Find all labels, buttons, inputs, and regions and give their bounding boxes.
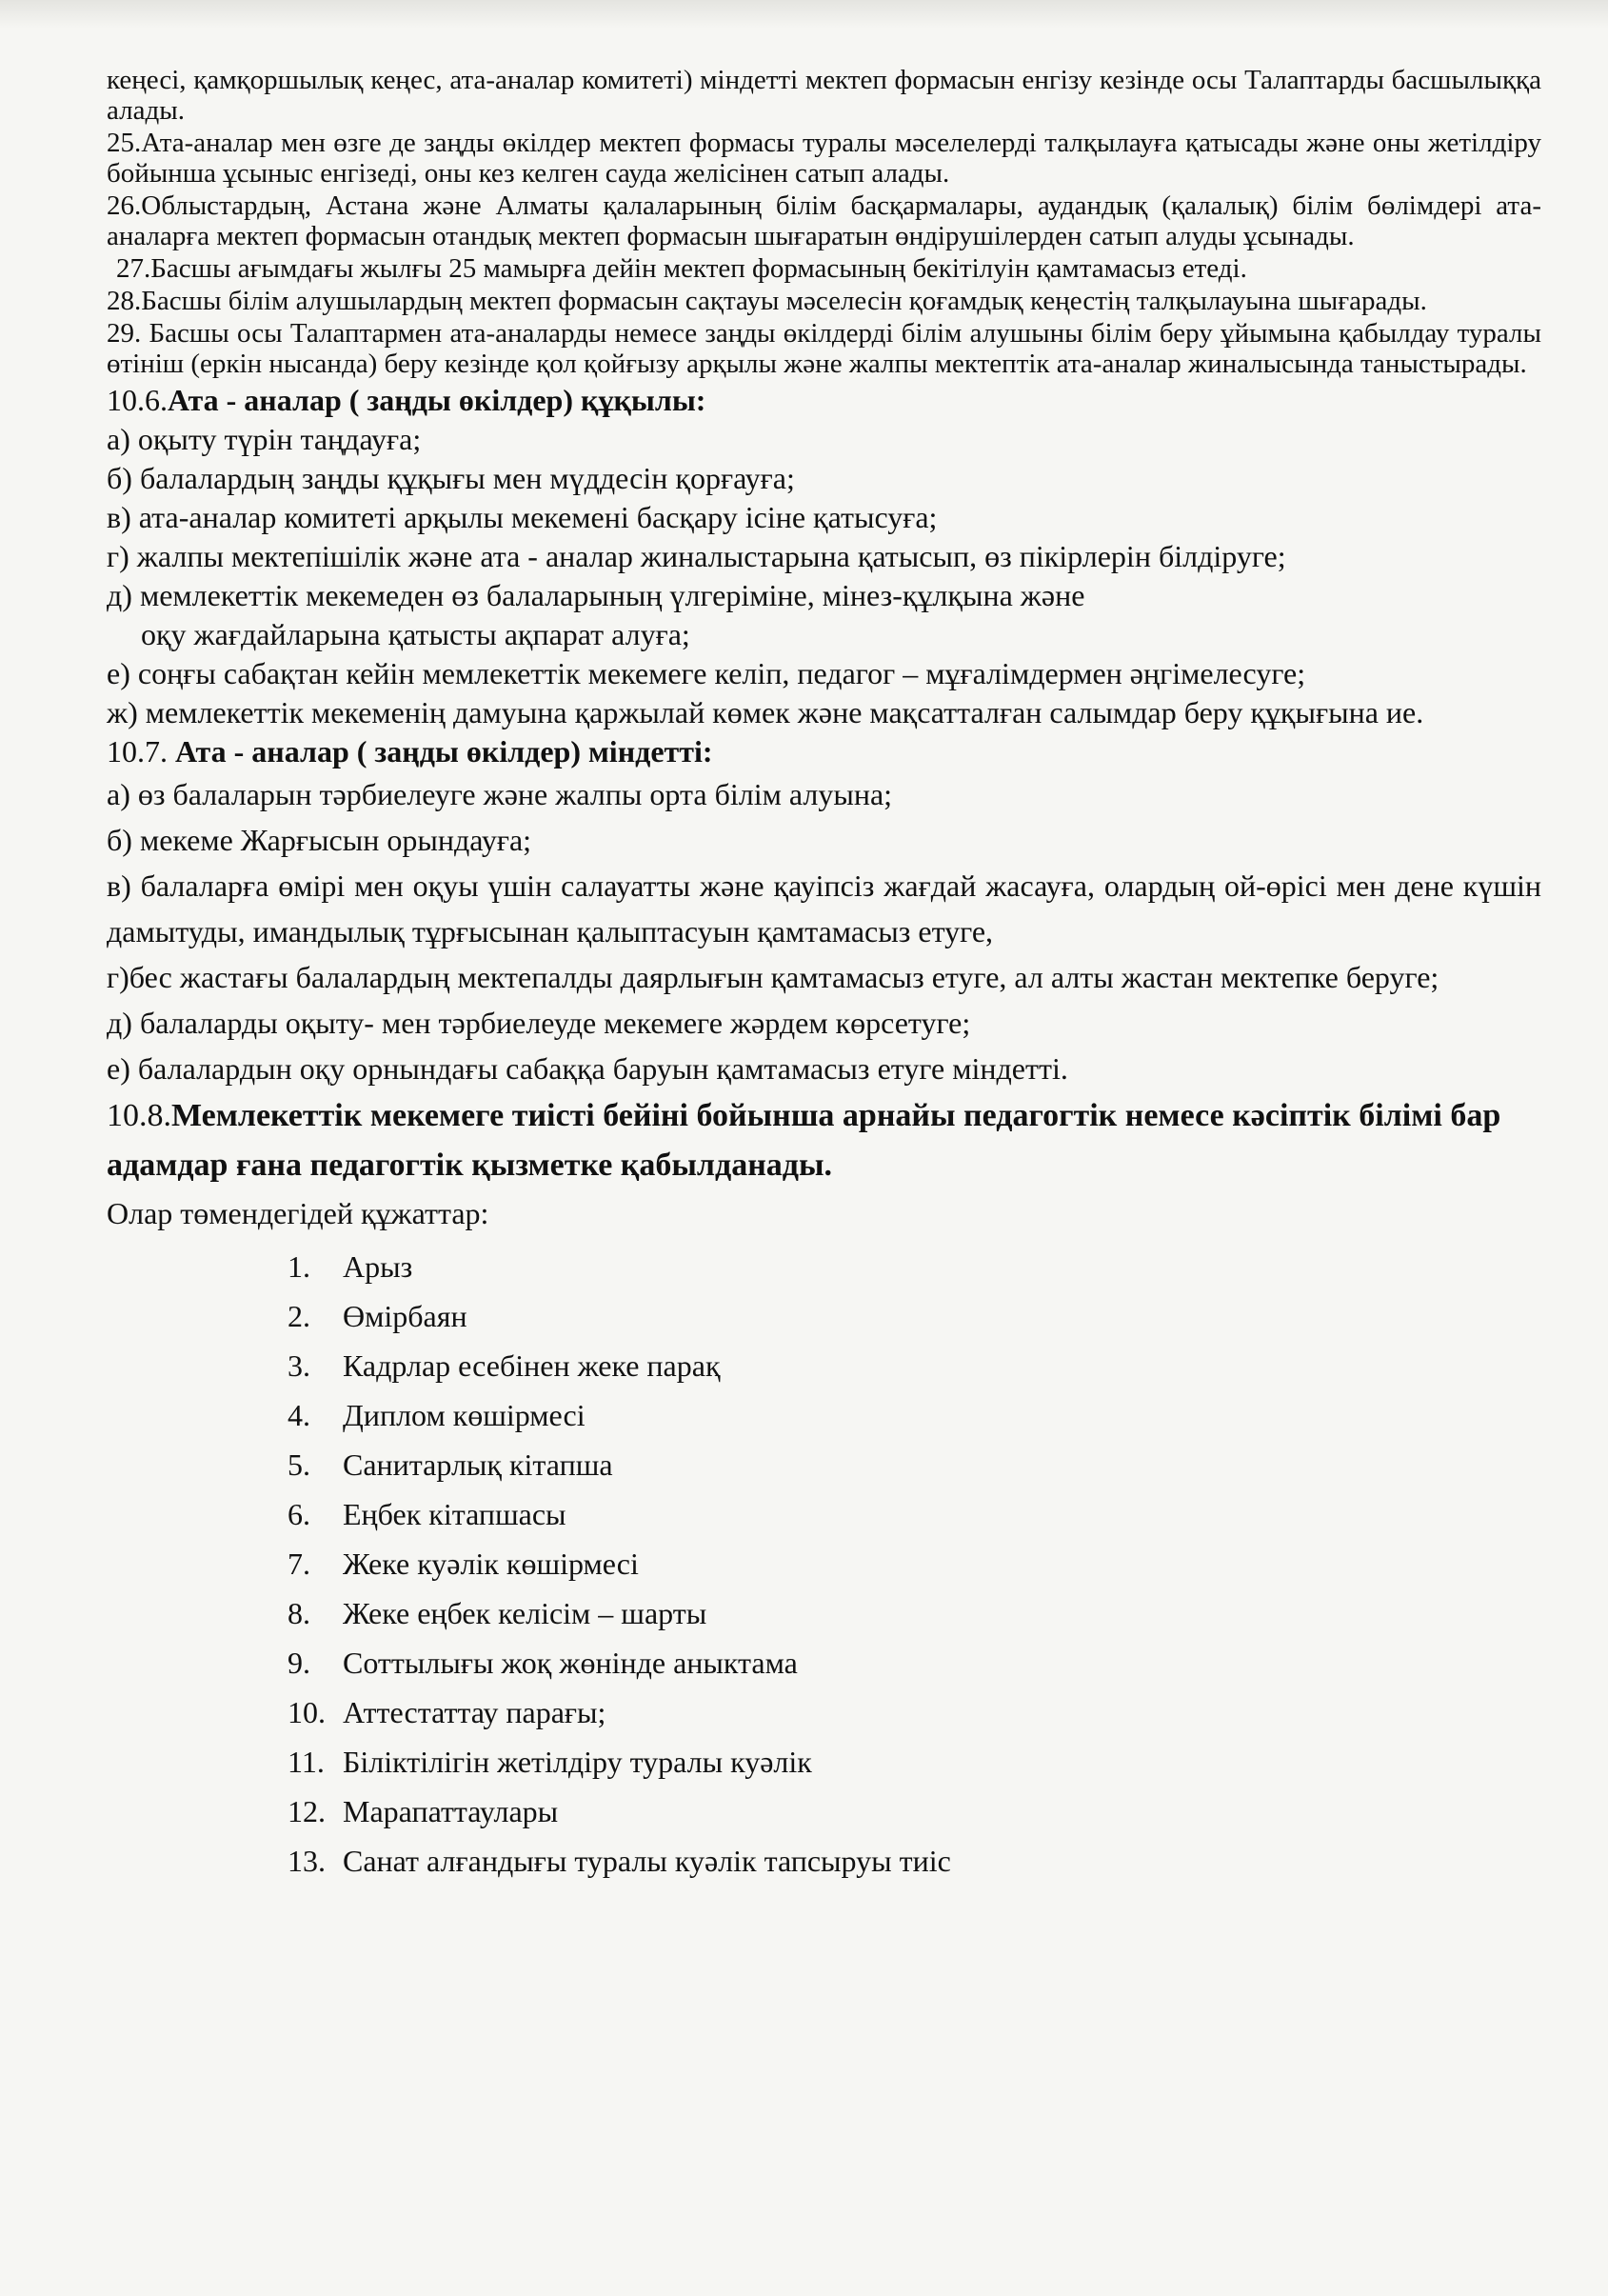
- list-item: [288, 1341, 1541, 1390]
- list-text: Соттылығы жоқ жөнінде аныктама: [343, 1646, 798, 1680]
- list-item: [288, 1539, 1541, 1588]
- rights-item: е) соңғы сабақтан кейін мемлекеттік мекемеге келіп, педагог – мұғалімдермен әңгімелесуге;: [107, 656, 1306, 690]
- duties-list: [107, 771, 1541, 1091]
- list-item: [288, 1836, 1541, 1886]
- list-number: 11.: [288, 1745, 325, 1779]
- paragraph-27: 27.Басшы ағымдағы жылғы 25 мамырға дейін мектеп формасының бекітілуін қамтамасыз етеді.: [116, 253, 1247, 284]
- duties-item: а) өз балаларын тәрбиелеуге және жалпы орта білім алуына;: [107, 777, 893, 811]
- rights-item: ж) мемлекеттік мекеменің дамуына қаржылай көмек және мақсатталған салымдар беру құқығына ие.: [107, 695, 1424, 729]
- employment-heading: [107, 1091, 1541, 1190]
- rights-number: 10.6.: [107, 383, 168, 417]
- rights-item: в) ата-аналар комитеті арқылы мекемені басқару ісіне қатысуға;: [107, 500, 938, 534]
- list-number: 10.: [288, 1695, 326, 1729]
- list-item: [288, 1737, 1541, 1787]
- top-paragraphs: [107, 65, 1541, 379]
- list-item: [288, 1638, 1541, 1687]
- list-number: 5.: [288, 1447, 310, 1482]
- list-number: 9.: [288, 1646, 310, 1680]
- list-text: Біліктілігін жетілдіру туралы куәлік: [343, 1745, 812, 1779]
- list-item: [288, 1489, 1541, 1539]
- paragraph-29: 29. Басшы осы Талаптармен ата-аналарды немесе заңды өкілдерді білім алушыны білім беру ұйымына қабылдау туралы өтініш (еркін нысанда) беру кезінде қол қойғызу арқылы және жалпы мектептік ата-аналар жиналысында таныстырады.: [107, 318, 1541, 379]
- list-text: Жеке куәлік көшірмесі: [343, 1547, 639, 1581]
- list-number: 13.: [288, 1844, 326, 1878]
- list-item: [288, 1390, 1541, 1440]
- list-number: 2.: [288, 1299, 310, 1333]
- list-text: Өмірбаян: [343, 1299, 467, 1333]
- list-text: Санат алғандығы туралы куәлік тапсыруы тиіс: [343, 1844, 951, 1878]
- duties-item: в) балаларға өмірі мен оқуы үшін салауатты және қауіпсіз жағдай жасауға, олардың ой-өрісі мен дене күшін дамытуды, имандылық тұрғысынан қалыптасуын қамтамасыз етуге,: [107, 868, 1541, 948]
- list-item: [288, 1242, 1541, 1291]
- rights-item: д) мемлекеттік мекемеден өз балаларының үлгеріміне, мінез-құлқына және: [107, 578, 1085, 612]
- list-text: Диплом көшірмесі: [343, 1398, 586, 1432]
- list-number: 4.: [288, 1398, 310, 1432]
- list-number: 6.: [288, 1497, 310, 1531]
- list-text: Марапаттаулары: [343, 1794, 559, 1828]
- scan-shadow: [0, 0, 1608, 29]
- list-item: [288, 1687, 1541, 1737]
- paragraph-28: 28.Басшы білім алушылардың мектеп формасын сақтауы мәселесін қоғамдық кеңестің талқылауына шығарады.: [107, 286, 1427, 316]
- list-item: [288, 1291, 1541, 1341]
- rights-heading: [107, 381, 1541, 420]
- list-item: [288, 1787, 1541, 1836]
- rights-list: [107, 420, 1541, 732]
- duties-item: д) балаларды оқыту- мен тәрбиелеуде мекемеге жәрдем көрсетуге;: [107, 1006, 971, 1040]
- list-number: 3.: [288, 1348, 310, 1383]
- rights-item: а) оқыту түрін таңдауға;: [107, 422, 422, 456]
- list-text: Арыз: [343, 1249, 413, 1284]
- documents-intro: Олар төмендегідей құжаттар:: [107, 1196, 489, 1230]
- paragraph-25: 25.Ата-аналар мен өзге де заңды өкілдер мектеп формасы туралы мәселелерді талқылауға қатысады және оны жетілдіру бойынша ұсыныс енгізеді, оны кез келген сауда желісінен сатып алады.: [107, 128, 1541, 189]
- documents-list: [107, 1242, 1541, 1886]
- duties-item: б) мекеме Жарғысын орындауға;: [107, 823, 532, 857]
- list-text: Жеке еңбек келісім – шарты: [343, 1596, 707, 1630]
- list-number: 12.: [288, 1794, 326, 1828]
- rights-item: г) жалпы мектепішілік және ата - аналар жиналыстарына қатысып, өз пікірлерін білдіруге;: [107, 539, 1286, 573]
- list-number: 7.: [288, 1547, 310, 1581]
- list-number: 8.: [288, 1596, 310, 1630]
- list-text: Аттестаттау парағы;: [343, 1695, 606, 1729]
- rights-item-continuation: оқу жағдайларына қатысты ақпарат алуға;: [141, 617, 690, 651]
- list-text: Кадрлар есебінен жеке парақ: [343, 1348, 721, 1383]
- duties-heading: [107, 732, 1541, 771]
- paragraph-26: 26.Облыстардың, Астана және Алматы қалаларының білім басқармалары, аудандық (қалалық) білім бөлімдері ата-аналарға мектеп формасын отандық мектеп формасын шығаратын өндірушілерден сатып алуды ұсынады.: [107, 190, 1541, 251]
- paragraph-continuation: кеңесі, қамқоршылық кеңес, ата-аналар комитеті) міндетті мектеп формасын енгізу кезінде осы Талаптарды басшылыққа алады.: [107, 65, 1541, 126]
- duties-number: 10.7.: [107, 734, 168, 769]
- rights-title: Ата - аналар ( заңды өкілдер) құқылы:: [168, 383, 706, 417]
- employment-title: Мемлекеттік мекемеге тиісті бейіні бойынша арнайы педагогтік немесе кәсіптік білімі бар адамдар ғана педагогтік қызметке қабылданады.: [107, 1098, 1501, 1183]
- list-text: Еңбек кітапшасы: [343, 1497, 566, 1531]
- duties-item: е) балалардын оқу орнындағы сабаққа баруын қамтамасыз етуге міндетті.: [107, 1051, 1068, 1086]
- list-item: [288, 1588, 1541, 1638]
- list-text: Санитарлық кітапша: [343, 1447, 613, 1482]
- employment-number: 10.8.: [107, 1098, 171, 1133]
- duties-item: г)бес жастағы балалардың мектепалды даярлығын қамтамасыз етуге, ал алты жастан мектепке беруге;: [107, 960, 1439, 994]
- rights-item: б) балалардың заңды құқығы мен мүддесін қорғауға;: [107, 461, 795, 495]
- list-item: [288, 1440, 1541, 1489]
- list-number: 1.: [288, 1249, 310, 1284]
- duties-title: Ата - аналар ( заңды өкілдер) міндетті:: [175, 734, 713, 769]
